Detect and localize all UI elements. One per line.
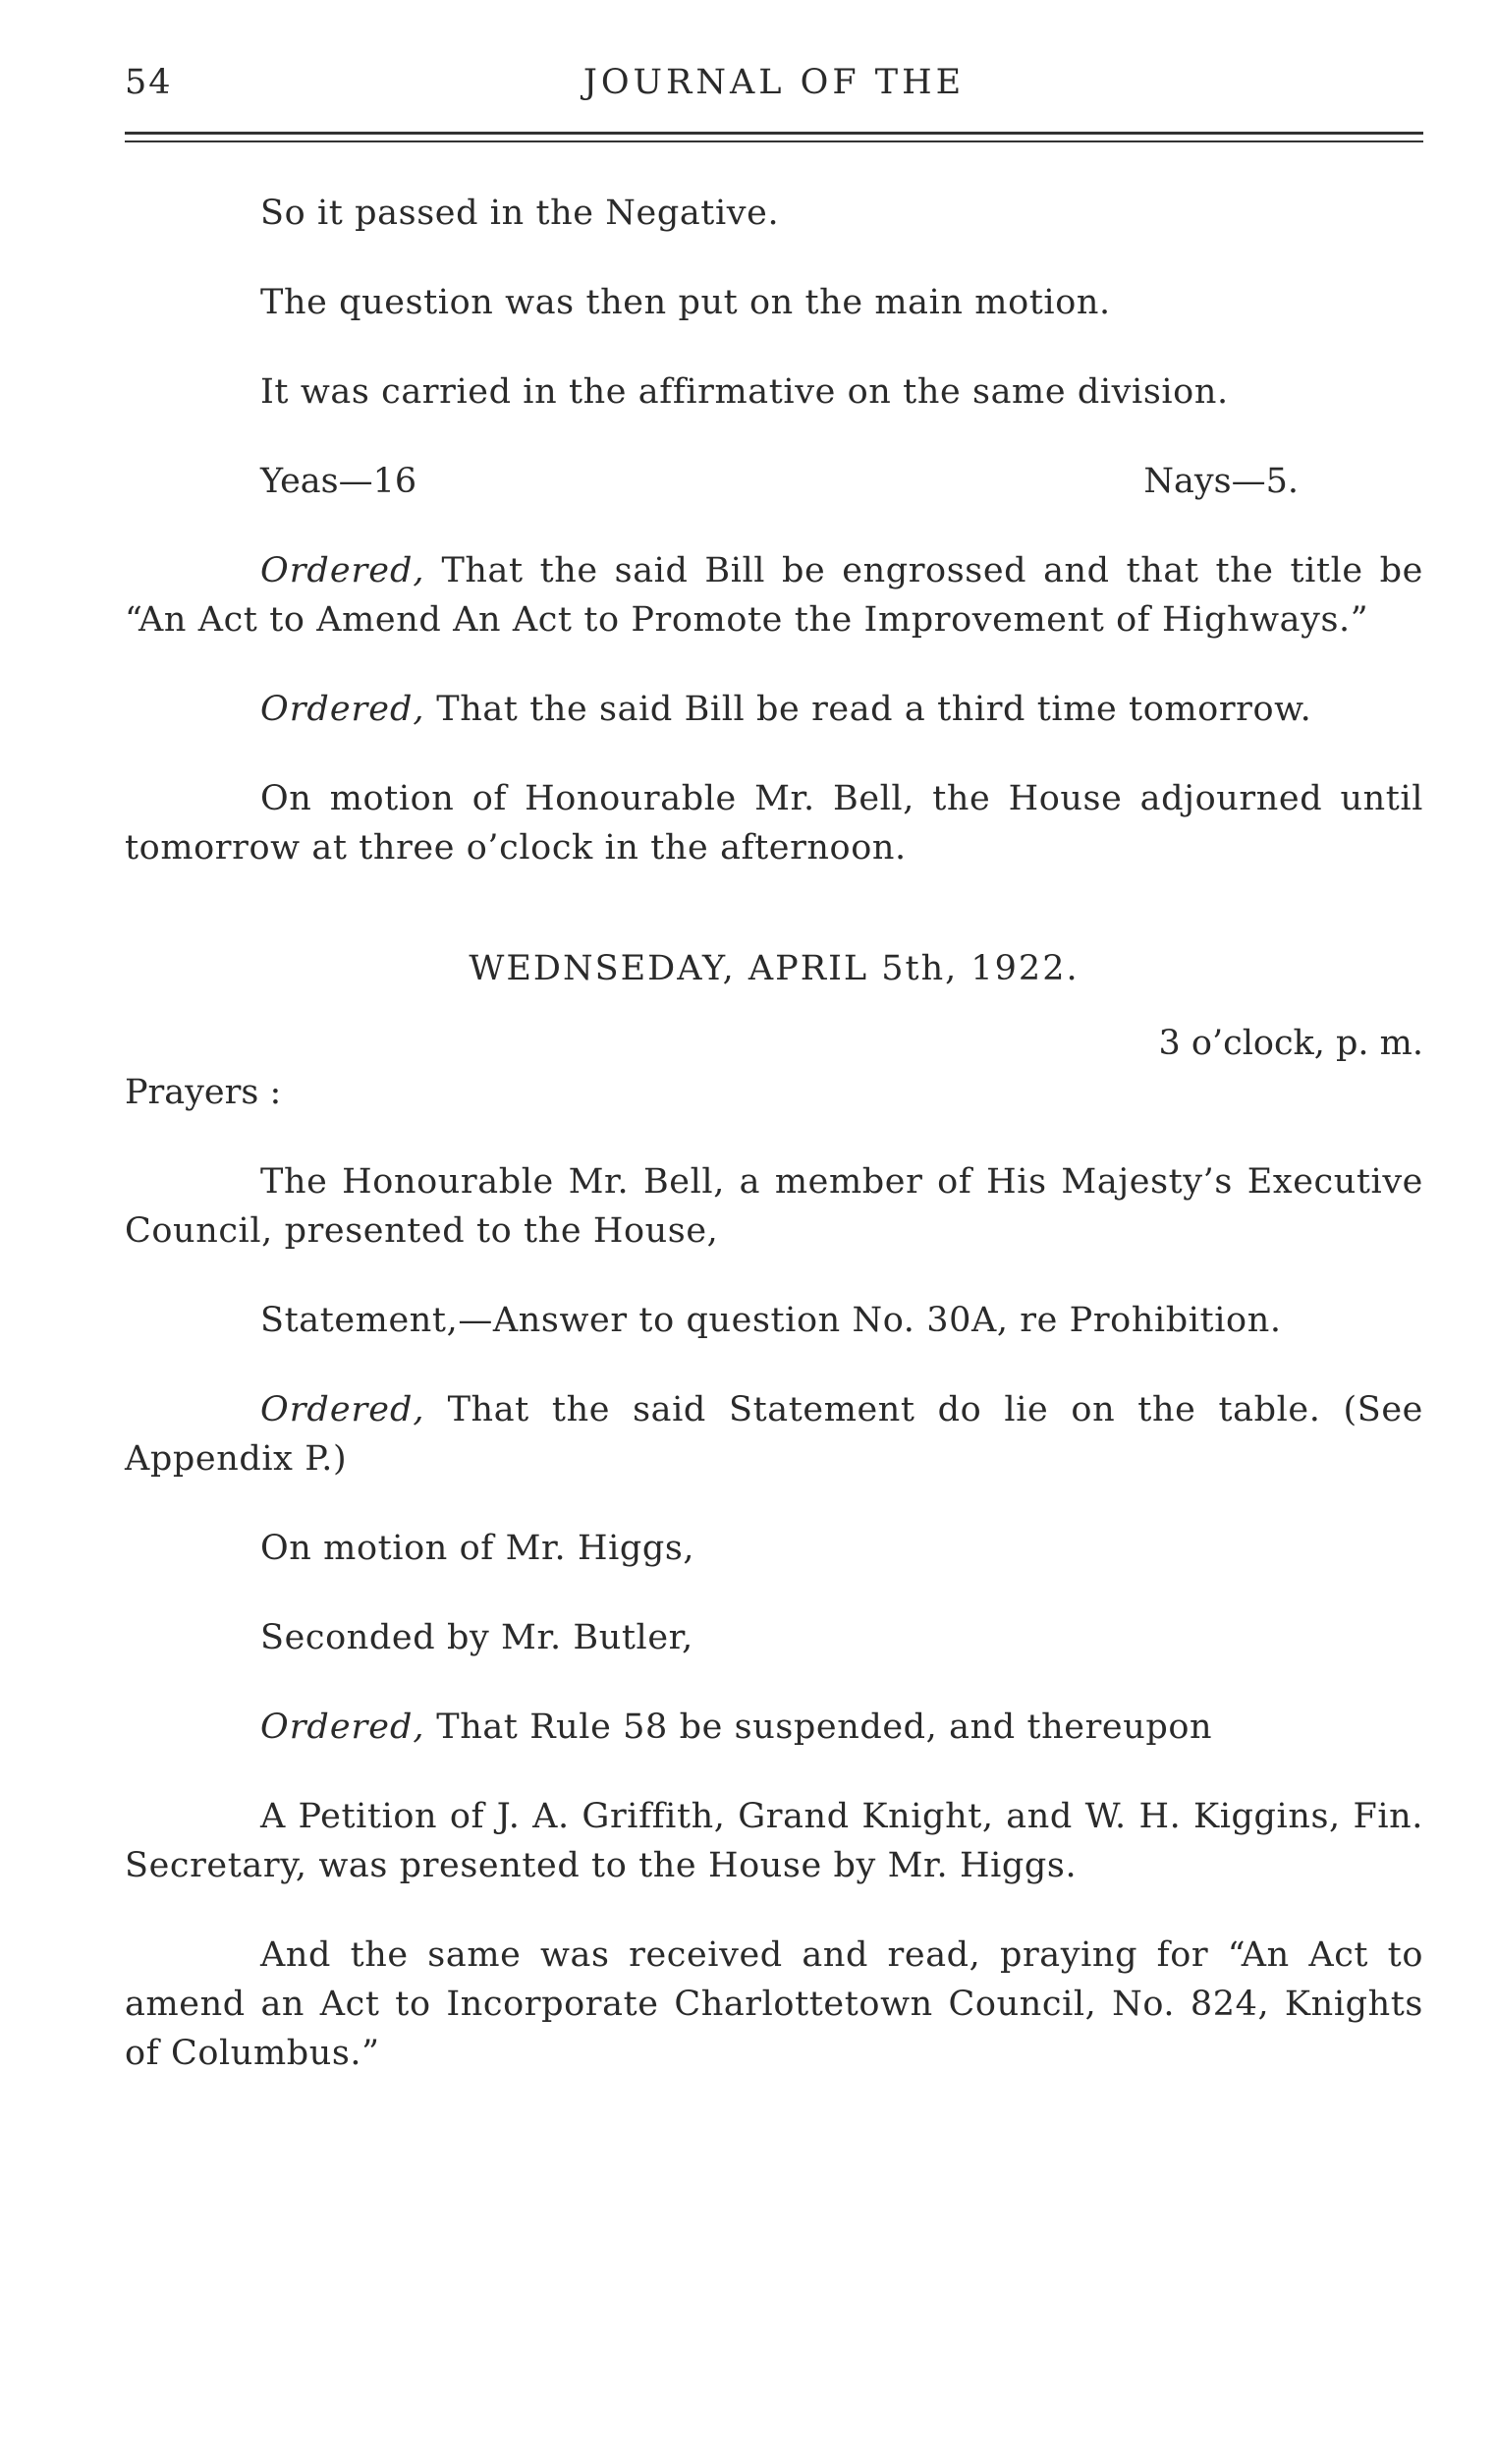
ordered-label: Ordered, — [260, 1390, 425, 1429]
paragraph-motion-higgs: On motion of Mr. Higgs, — [260, 1529, 695, 1568]
paragraph-third-reading — [125, 685, 1423, 734]
paragraph-negative: So it passed in the Negative. — [260, 194, 780, 233]
vote-tally — [125, 457, 1423, 506]
ordered-label: Ordered, — [260, 1708, 425, 1747]
paragraph-engrossed — [125, 546, 1423, 644]
paragraph-text: That the said Bill be read a third time tomorrow. — [424, 690, 1312, 729]
prayers-label: Prayers : — [125, 1073, 282, 1112]
session-date-heading: WEDNSEDAY, APRIL 5th, 1922. — [469, 949, 1080, 988]
paragraph-main-motion: The question was then put on the main motion. — [260, 283, 1111, 322]
paragraph-lie-on-table — [125, 1385, 1423, 1484]
page-header — [125, 63, 1423, 122]
paragraph-text: That the said Bill be engrossed and that the title be “An Act to Amend An Act to Promote the Improvement of Highways.” — [125, 551, 1423, 640]
paragraph-rule-suspended — [125, 1703, 1423, 1752]
header-rule-bottom — [125, 140, 1423, 142]
header-rule-top — [125, 132, 1423, 135]
page-number: 54 — [125, 63, 173, 102]
ordered-label: Ordered, — [260, 690, 425, 729]
paragraph-statement: Statement,—Answer to question No. 30A, re Prohibition. — [260, 1301, 1282, 1340]
paragraph-seconded-butler: Seconded by Mr. Butler, — [260, 1618, 693, 1657]
paragraph-text: That the said Statement do lie on the table. (See Appendix P.) — [125, 1390, 1423, 1479]
paragraph-received-read: And the same was received and read, praying for “An Act to amend an Act to Incorporate Charlottetown Council, No. 824, Knights of Columbus.” — [125, 1935, 1423, 2073]
paragraph-executive-council: The Honourable Mr. Bell, a member of His Majesty’s Executive Council, presented to the House, — [125, 1162, 1423, 1251]
yeas-count: Yeas—16 — [260, 462, 417, 501]
session-time: 3 o’clock, p. m. — [1158, 1024, 1423, 1063]
paragraph-text: That Rule 58 be suspended, and thereupon — [424, 1708, 1213, 1747]
running-head: JOURNAL OF THE — [582, 63, 966, 102]
paragraph-adjourned: On motion of Honourable Mr. Bell, the House adjourned until tomorrow at three o’clock in the afternoon. — [125, 779, 1423, 868]
paragraph-petition: A Petition of J. A. Griffith, Grand Knight, and W. H. Kiggins, Fin. Secretary, was presented to the House by Mr. Higgs. — [125, 1797, 1423, 1885]
page-body — [125, 189, 1423, 2118]
paragraph-affirmative: It was carried in the affirmative on the same division. — [260, 372, 1229, 412]
nays-count: Nays—5. — [1143, 462, 1299, 501]
ordered-label: Ordered, — [260, 551, 425, 590]
